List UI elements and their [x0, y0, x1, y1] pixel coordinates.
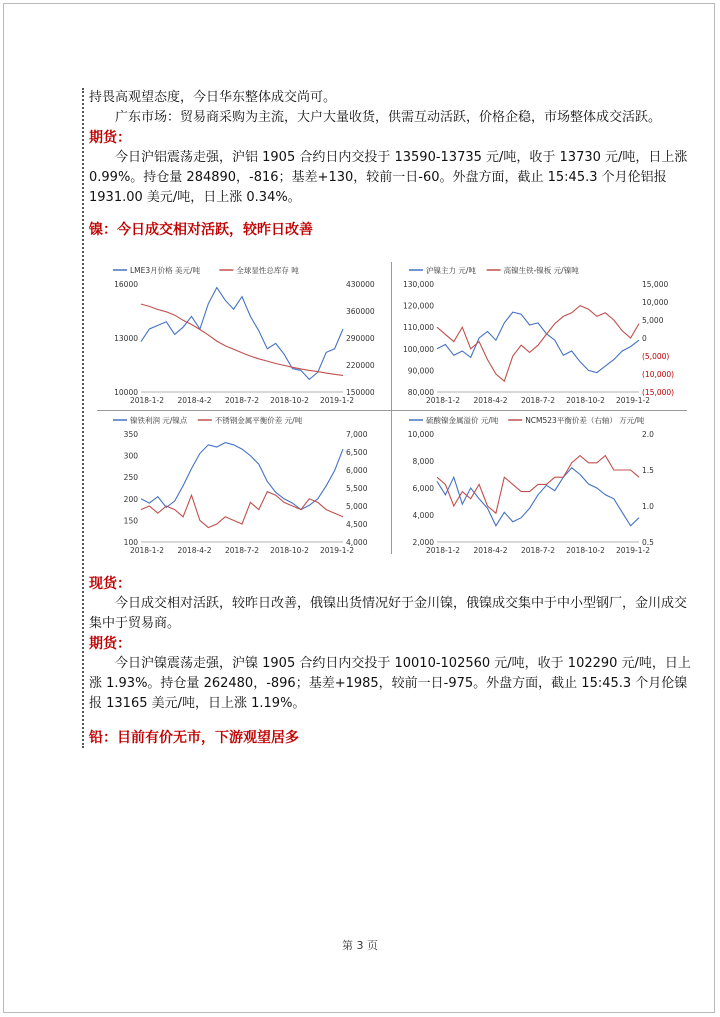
y-left-tick-label: 350 — [123, 430, 138, 439]
series-line — [141, 492, 343, 528]
y-right-tick-label: 10,000 — [642, 298, 669, 307]
series-line — [437, 456, 639, 514]
y-right-tick-label: 1.5 — [642, 466, 654, 475]
y-left-tick-label: 100,000 — [402, 344, 434, 354]
series-line — [437, 306, 639, 382]
y-right-tick-label: (5,000) — [642, 352, 670, 361]
paragraph-intro-tail: 持畏高观望态度，今日华东整体成交尚可。 — [89, 90, 337, 105]
y-right-tick-label: 2.0 — [642, 430, 654, 439]
series-line — [141, 304, 343, 375]
series-line — [141, 443, 343, 510]
legend-label: 沪镍主力 元/吨 — [426, 266, 476, 275]
y-left-tick-label: 6,000 — [412, 484, 434, 493]
y-right-tick-label: 290000 — [346, 334, 375, 343]
paragraph-spot-ni: 今日成交相对活跃，较昨日改善，俄镍出货情况好于金川镍，俄镍成交集中于中小型钢厂，金川成交集中于贸易商。 — [89, 596, 688, 631]
document-body-2 — [89, 574, 694, 748]
x-tick-label: 2019-1-2 — [319, 396, 355, 405]
y-left-tick-label: 13000 — [114, 334, 138, 343]
chart-svg — [97, 412, 389, 558]
y-right-tick-label: 7,000 — [346, 430, 368, 439]
x-tick-label: 2018-10-2 — [270, 546, 309, 555]
series-line — [437, 468, 639, 526]
y-left-tick-label: 10,000 — [407, 430, 434, 439]
x-tick-label: 2018-7-2 — [520, 546, 556, 555]
y-right-tick-label: 5,000 — [642, 316, 664, 325]
y-left-tick-label: 130,000 — [402, 280, 434, 289]
chart-svg — [393, 412, 685, 558]
y-right-tick-label: 5,000 — [346, 502, 368, 511]
y-left-tick-label: 300 — [123, 451, 138, 461]
heading-nickel: 镍：今日成交相对活跃，较昨日改善 — [89, 222, 313, 238]
y-right-tick-label: 15,000 — [642, 280, 669, 289]
y-left-tick-label: 200 — [123, 494, 138, 504]
legend-label: 全球显性总库存 吨 — [236, 266, 299, 275]
y-right-tick-label: 0 — [642, 334, 647, 343]
y-right-tick-label: 220000 — [346, 361, 375, 370]
x-tick-label: 2018-7-2 — [224, 396, 260, 405]
y-left-tick-label: 150 — [123, 516, 138, 526]
y-right-tick-label: 4,000 — [346, 538, 368, 547]
margin-rule — [82, 88, 84, 748]
y-right-tick-label: 6,000 — [346, 466, 368, 475]
x-tick-label: 2018-1-2 — [129, 546, 165, 555]
document-body — [89, 88, 694, 240]
x-tick-label: 2018-1-2 — [425, 546, 461, 555]
y-left-tick-label: 110,000 — [402, 323, 434, 333]
chart-svg — [393, 262, 685, 408]
y-left-tick-label: 4,000 — [412, 511, 434, 520]
y-left-tick-label: 2,000 — [412, 538, 434, 547]
legend-label: 硫酸镍金属溢价 元/吨 — [426, 416, 499, 425]
x-tick-label: 2018-1-2 — [425, 396, 461, 405]
legend-label: NCM523平衡价差（右轴） 万元/吨 — [525, 416, 645, 425]
chart-lme-price-inventory — [97, 262, 389, 408]
y-right-tick-label: (15,000) — [642, 388, 675, 397]
legend-label: LME3月价格 美元/吨 — [130, 266, 201, 275]
y-right-tick-label: 6,500 — [346, 448, 368, 457]
x-tick-label: 2018-10-2 — [566, 396, 605, 405]
x-tick-label: 2018-4-2 — [177, 396, 212, 405]
paragraph-futures-al: 今日沪铝震荡走强，沪铝 1905 合约日内交投于 13590-13735 元/吨，收于 13730 元/吨，日上涨 0.99%。持仓量 284890，-816；基差+130，较前一日-60。外盘方面，截止 15:45.3 个月伦铝报 1931.00 美元/吨，日上涨 0.34%。 — [89, 150, 688, 205]
y-right-tick-label: (10,000) — [642, 370, 675, 379]
y-right-tick-label: 0.5 — [642, 538, 654, 547]
chart-npi-profit-stainless — [97, 412, 389, 558]
x-tick-label: 2018-10-2 — [270, 396, 309, 405]
x-tick-label: 2018-4-2 — [473, 546, 508, 555]
y-left-tick-label: 8,000 — [412, 457, 434, 466]
chart-svg — [97, 262, 389, 408]
y-right-tick-label: 360000 — [346, 307, 375, 316]
legend-label: 镍铁利润 元/镍点 — [130, 416, 188, 425]
y-right-tick-label: 4,500 — [346, 520, 368, 529]
y-left-tick-label: 90,000 — [407, 366, 434, 376]
chart-nickel-sulfate-ncm523 — [393, 412, 685, 558]
page-number: 第 3 页 — [342, 939, 378, 952]
label-futures-ni: 期货： — [89, 636, 131, 652]
x-tick-label: 2018-10-2 — [566, 546, 605, 555]
y-left-tick-label: 100 — [123, 538, 138, 547]
x-tick-label: 2018-7-2 — [224, 546, 260, 555]
y-left-tick-label: 16000 — [114, 280, 138, 289]
x-tick-label: 2018-7-2 — [520, 396, 556, 405]
y-right-tick-label: 150000 — [346, 388, 375, 397]
y-left-tick-label: 80,000 — [407, 388, 434, 397]
x-tick-label: 2019-1-2 — [615, 546, 651, 555]
x-tick-label: 2018-1-2 — [129, 396, 165, 405]
legend-label: 不锈钢金属平衡价差 元/吨 — [214, 416, 303, 425]
heading-lead: 铅：目前有价无市，下游观望居多 — [89, 730, 299, 746]
x-tick-label: 2019-1-2 — [615, 396, 651, 405]
y-left-tick-label: 120,000 — [402, 301, 434, 311]
series-line — [437, 312, 639, 373]
x-tick-label: 2019-1-2 — [319, 546, 355, 555]
chart-panel — [97, 262, 687, 554]
y-left-tick-label: 250 — [123, 473, 138, 483]
label-spot: 现货： — [89, 576, 131, 592]
paragraph-guangdong: 广东市场：贸易商采购为主流，大户大量收货，供需互动活跃，价格企稳，市场整体成交活跃。 — [115, 110, 662, 125]
y-left-tick-label: 10000 — [114, 388, 138, 397]
legend-label: 高镍生铁-镍板 元/镍吨 — [503, 266, 579, 275]
y-right-tick-label: 430000 — [346, 280, 375, 289]
x-tick-label: 2018-4-2 — [177, 546, 212, 555]
series-line — [141, 288, 343, 380]
chart-shfe-nickel-npi-spread — [393, 262, 685, 408]
y-right-tick-label: 5,500 — [346, 484, 368, 493]
paragraph-futures-ni: 今日沪镍震荡走强，沪镍 1905 合约日内交投于 10010-102560 元/吨，收于 102290 元/吨，日上涨 1.93%。持仓量 262480，-896；基差+1985，较前一日-975。外盘方面，截止 15:45.3 个月伦镍报 13165 美元/吨，日上涨 1.19%。 — [89, 656, 691, 711]
label-futures-al: 期货： — [89, 130, 131, 146]
x-tick-label: 2018-4-2 — [473, 396, 508, 405]
y-right-tick-label: 1.0 — [642, 502, 654, 511]
